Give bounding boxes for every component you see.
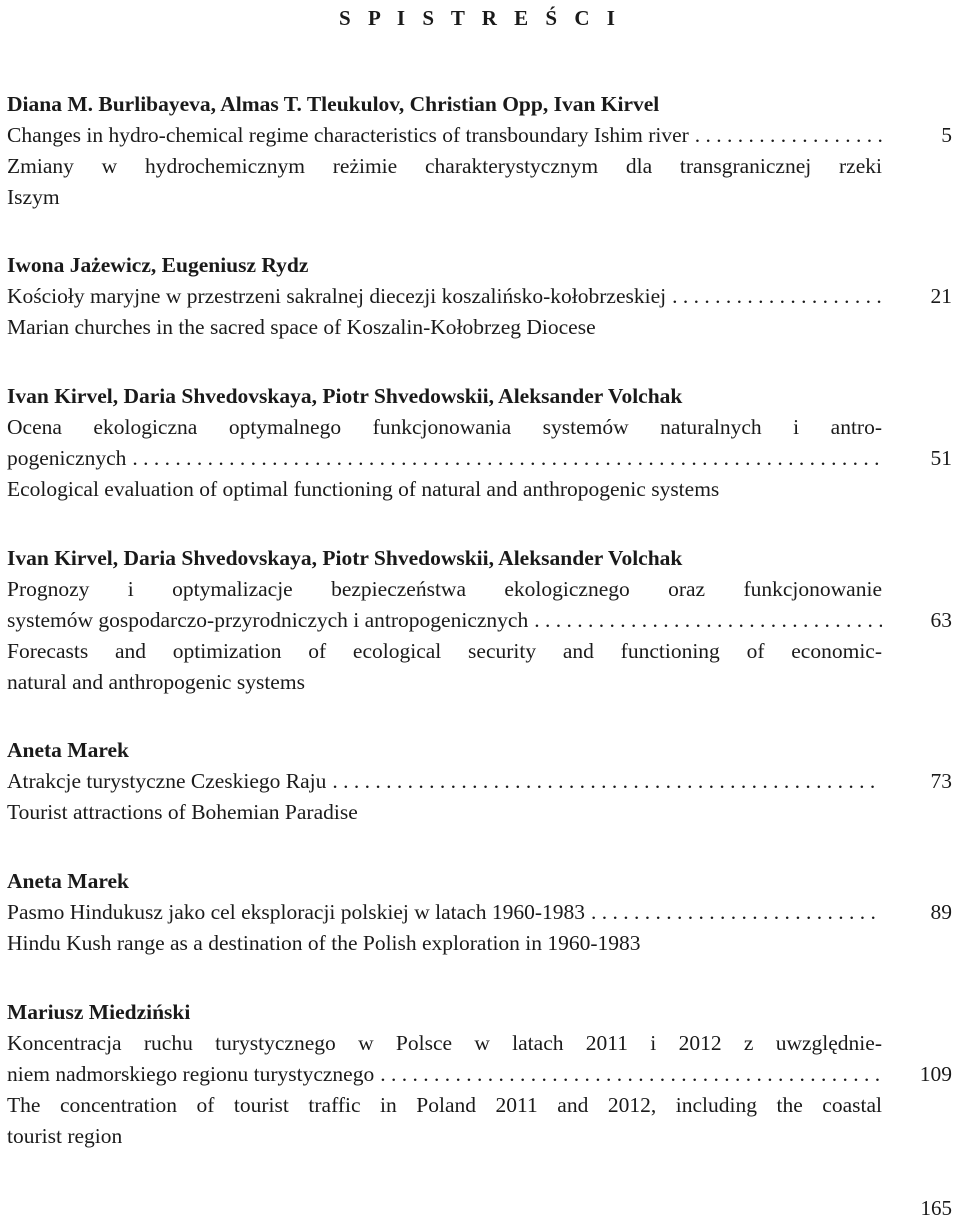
dot-leader — [374, 1059, 882, 1090]
entry-title-cont[interactable] — [7, 1059, 882, 1090]
dot-leader — [126, 443, 882, 474]
entry-title-text: Pasmo Hindukusz jako cel eksploracji polskiej w latach 1960-1983 — [7, 900, 585, 924]
entry-title-text: Kościoły maryjne w przestrzeni sakralnej diecezji koszalińsko-kołobrzeskiej — [7, 284, 667, 308]
entry-title-cont[interactable] — [7, 605, 882, 636]
entry-subtitle-cont: natural and anthropogenic systems — [7, 670, 305, 694]
entry-title[interactable]: Ocena ekologiczna optymalnego funkcjonowania systemów naturalnych i antro- — [7, 415, 882, 439]
dot-leader — [528, 605, 882, 636]
entry-subtitle-cont: Iszym — [7, 185, 60, 209]
entry-title-cont[interactable] — [7, 443, 882, 474]
entry-title[interactable] — [7, 766, 882, 797]
entry-title[interactable] — [7, 897, 882, 928]
entry-title[interactable]: Koncentracja ruchu turystycznego w Polsce w latach 2011 i 2012 z uwzględnie- — [7, 1031, 882, 1055]
dot-leader — [666, 281, 882, 312]
entry-authors: Ivan Kirvel, Daria Shvedovskaya, Piotr Shvedowskii, Aleksander Volchak — [7, 384, 683, 408]
toc-entry — [7, 89, 882, 213]
toc-entry — [7, 866, 882, 959]
entry-title-text: Changes in hydro-chemical regime characteristics of transboundary Ishim river — [7, 123, 689, 147]
entry-authors: Aneta Marek — [7, 869, 130, 893]
entry-subtitle: The concentration of tourist traffic in Poland 2011 and 2012, including the coastal — [7, 1093, 882, 1117]
footer-page-number: 165 — [920, 1196, 952, 1220]
entry-authors: Mariusz Miedziński — [7, 1000, 191, 1024]
entry-page-number: 109 — [919, 1062, 952, 1086]
entry-page-number: 21 — [930, 284, 952, 308]
entry-title[interactable] — [7, 120, 882, 151]
entry-page-number: 73 — [930, 769, 952, 793]
entry-authors: Diana M. Burlibayeva, Almas T. Tleukulov, Christian Opp, Ivan Kirvel — [7, 92, 660, 116]
toc-entry — [7, 997, 882, 1152]
entry-title[interactable] — [7, 281, 882, 312]
entry-title-text: Atrakcje turystyczne Czeskiego Raju — [7, 769, 327, 793]
entry-subtitle: Marian churches in the sacred space of Koszalin-Kołobrzeg Diocese — [7, 315, 596, 339]
entry-subtitle-cont: tourist region — [7, 1124, 123, 1148]
entry-title-text: systemów gospodarczo-przyrodniczych i antropogenicznych — [7, 608, 529, 632]
entry-page-number: 51 — [930, 446, 952, 470]
entry-title[interactable]: Prognozy i optymalizacje bezpieczeństwa ekologicznego oraz funkcjonowanie — [7, 577, 882, 601]
entry-subtitle: Ecological evaluation of optimal functioning of natural and anthropogenic systems — [7, 477, 720, 501]
entry-title-text: pogenicznych — [7, 446, 127, 470]
toc-entry — [7, 543, 882, 698]
toc-entry — [7, 250, 882, 343]
entry-authors: Iwona Jażewicz, Eugeniusz Rydz — [7, 253, 309, 277]
entry-subtitle: Tourist attractions of Bohemian Paradise — [7, 800, 358, 824]
toc-entry — [7, 735, 882, 828]
entry-page-number: 63 — [930, 608, 952, 632]
page-title: S P I S T R E Ś C I — [339, 6, 621, 30]
dot-leader — [689, 120, 882, 151]
entry-subtitle: Hindu Kush range as a destination of the Polish exploration in 1960-1983 — [7, 931, 641, 955]
entry-authors: Ivan Kirvel, Daria Shvedovskaya, Piotr Shvedowskii, Aleksander Volchak — [7, 546, 683, 570]
toc-entry — [7, 381, 882, 505]
dot-leader — [585, 897, 882, 928]
entry-page-number: 89 — [930, 900, 952, 924]
entry-authors: Aneta Marek — [7, 738, 130, 762]
entry-subtitle: Zmiany w hydrochemicznym reżimie charakterystycznym dla transgranicznej rzeki — [7, 154, 882, 178]
dot-leader — [326, 766, 882, 797]
entry-title-text: niem nadmorskiego regionu turystycznego — [7, 1062, 375, 1086]
entry-page-number: 5 — [941, 123, 952, 147]
entry-subtitle: Forecasts and optimization of ecological security and functioning of economic- — [7, 639, 882, 663]
